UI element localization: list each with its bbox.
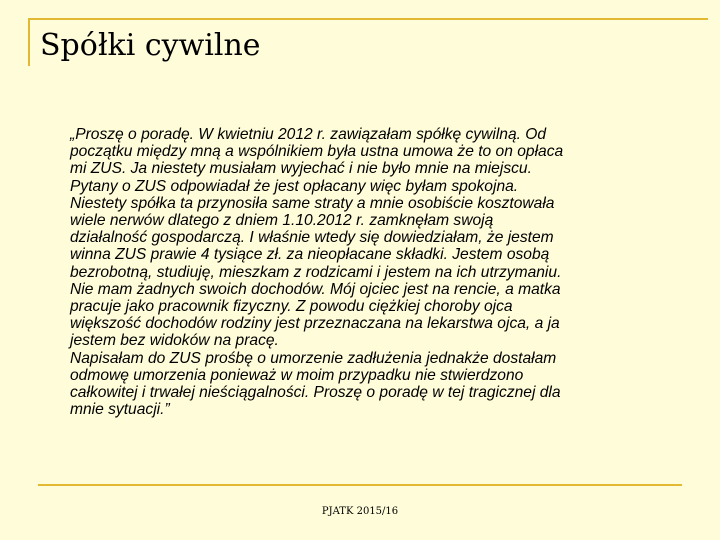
quote-body <box>70 126 680 418</box>
left-divider <box>28 18 30 66</box>
quote-line: całkowitej i trwałej nieściągalności. Proszę o poradę w tej tragicznej dla <box>70 384 561 402</box>
quote-line: odmowę umorzenia ponieważ w moim przypadku nie stwierdzono <box>70 366 524 384</box>
quote-line: bezrobotną, studiuję, mieszkam z rodzicami i jestem na ich utrzymaniu. <box>70 263 562 281</box>
quote-line: „Proszę o poradę. W kwietniu 2012 r. zawiązałam spółkę cywilną. Od <box>70 126 547 143</box>
slide-footer: PJATK 2015/16 <box>321 506 399 517</box>
quote-line: pracuje jako pracownik fizyczny. Z powodu ciężkiej choroby ojca <box>70 298 513 316</box>
quote-line: mnie sytuacji.” <box>70 401 170 419</box>
bottom-divider <box>38 484 682 486</box>
quote-line: mi ZUS. Ja niestety musiałam wyjechać i nie było mnie na miejscu. <box>70 160 532 178</box>
quote-line: Napisałam do ZUS prośbę o umorzenie zadłużenia jednakże dostałam <box>70 349 557 367</box>
quote-line: większość dochodów rodziny jest przeznaczana na lekarstwa ojca, a ja <box>70 315 560 333</box>
quote-line: jestem bez widoków na pracę. <box>70 332 279 350</box>
quote-line: Niestety spółka ta przynosiła same straty a mnie osobiście kosztowała <box>70 194 555 212</box>
quote-line: wiele nerwów dlatego z dniem 1.10.2012 r. zamknęłam swoją <box>70 212 494 230</box>
top-divider <box>28 18 708 20</box>
slide-title: Spółki cywilne <box>40 28 261 63</box>
quote-line: początku między mną a wspólnikiem była ustna umowa że to on opłaca <box>70 143 564 161</box>
quote-line: Nie mam żadnych swoich dochodów. Mój ojciec jest na rencie, a matka <box>70 280 561 298</box>
quote-line: winna ZUS prawie 4 tysiące zł. za nieopłacane składki. Jestem osobą <box>70 246 550 264</box>
quote-line: Pytany o ZUS odpowiadał że jest opłacany więc byłam spokojna. <box>70 177 519 195</box>
quote-line: działalność gospodarczą. I właśnie wtedy się dowiedziałam, że jestem <box>70 229 554 247</box>
